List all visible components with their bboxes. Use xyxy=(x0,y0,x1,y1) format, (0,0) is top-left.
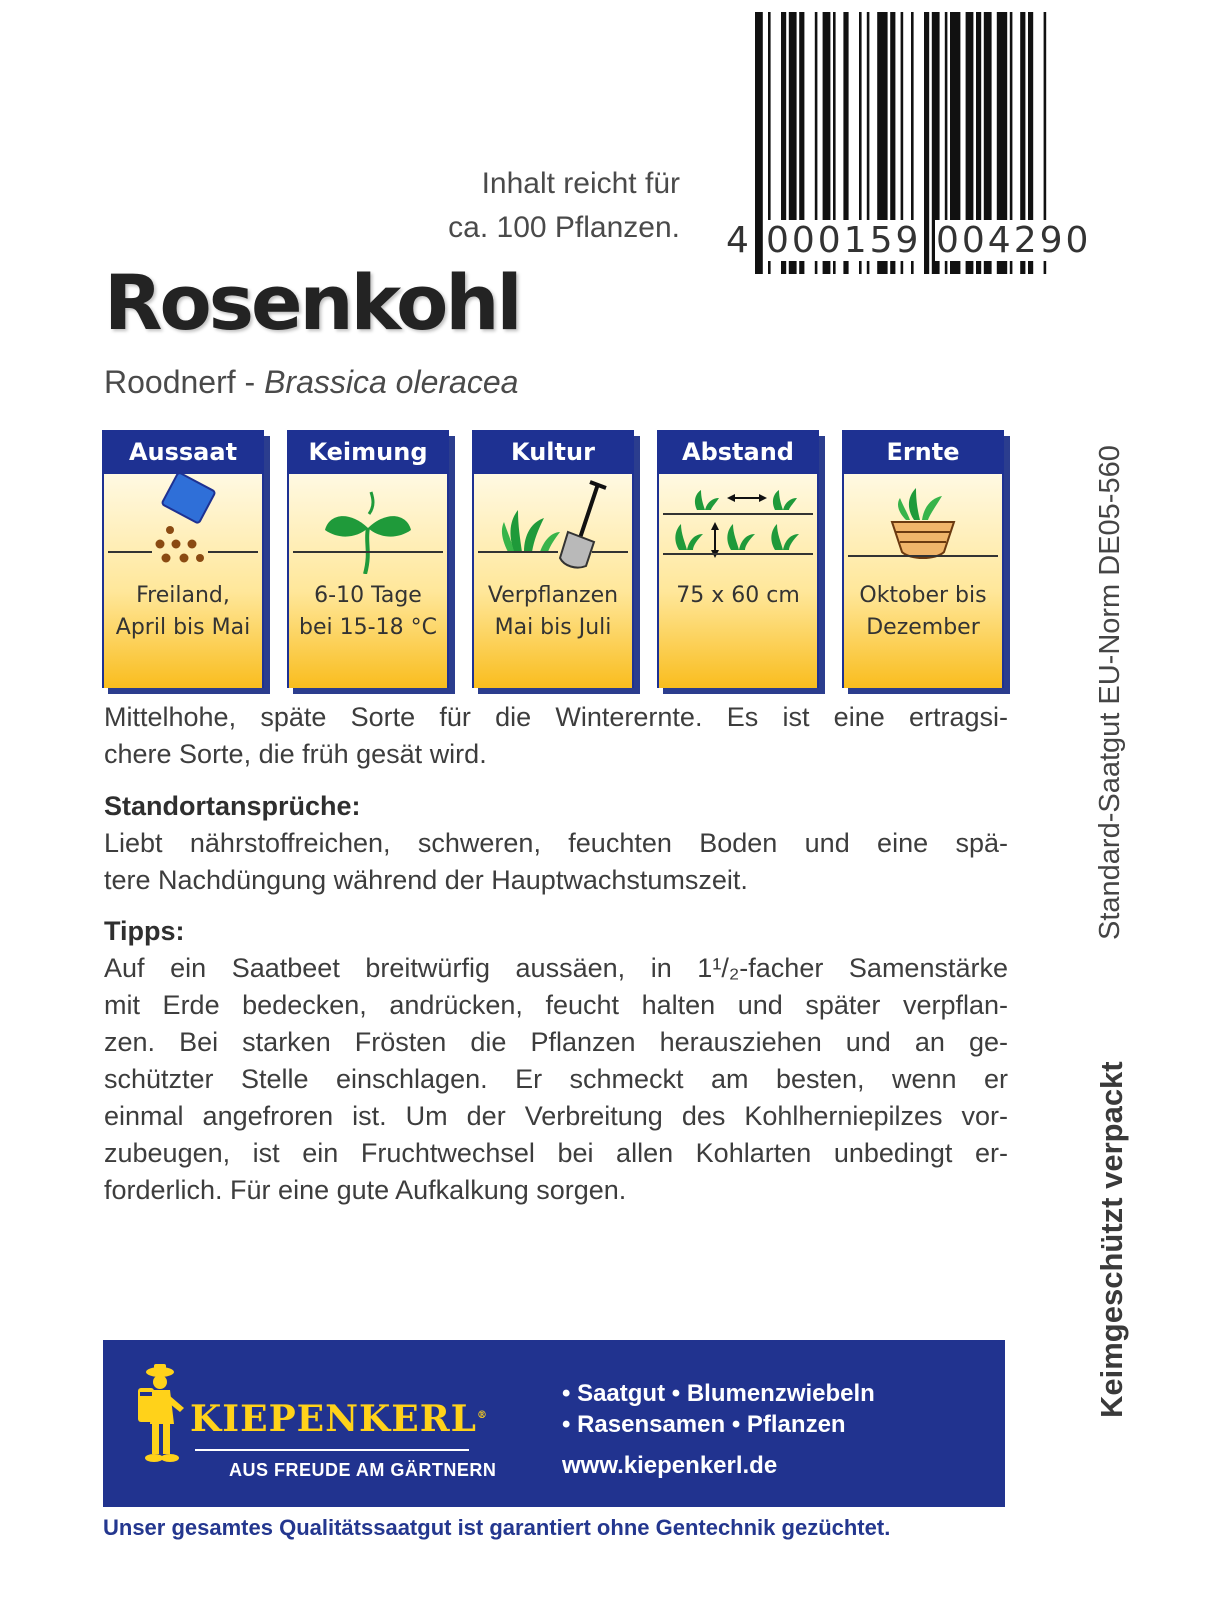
tipps-section xyxy=(104,913,1008,1209)
info-box-line: 6-10 Tage xyxy=(314,583,422,608)
info-box-heading: Ernte xyxy=(842,430,1004,474)
content-note-line: ca. 100 Pflanzen. xyxy=(448,211,680,244)
text-line: chere Sorte, die früh gesät wird. xyxy=(104,739,487,769)
info-box-line: Freiland, xyxy=(136,583,230,608)
info-box-abstand xyxy=(657,430,819,688)
info-box-line: Dezember xyxy=(866,615,980,640)
barcode-group-right: 004290 xyxy=(936,220,1092,261)
registered-mark: ® xyxy=(476,1410,488,1421)
text-line: einmal angefroren ist. Um der Verbreitung des Kohlherniepilzes vor- xyxy=(104,1101,1008,1131)
product-line: • Rasensamen • Pflanzen xyxy=(562,1411,846,1438)
info-box-heading: Keimung xyxy=(287,430,449,474)
text-line: Mittelhohe, späte Sorte für die Winterernte. Es ist eine ertragsi- xyxy=(104,702,1008,732)
info-box-aussaat xyxy=(102,430,264,688)
info-box-line: Mai bis Juli xyxy=(494,615,612,640)
spacing-icon xyxy=(659,474,817,574)
kiepenkerl-figure-icon xyxy=(130,1362,190,1466)
text-line: tere Nachdüngung während der Hauptwachstumszeit. xyxy=(104,865,748,895)
info-box-line: 75 x 60 cm xyxy=(676,583,800,608)
text-line: schützter Stelle einschlagen. Er schmeckt am besten, wenn er xyxy=(104,1064,1008,1094)
text-line: zen. Bei starken Frösten die Pflanzen herausziehen und an ge- xyxy=(104,1027,1008,1057)
brand-products xyxy=(562,1378,875,1440)
text-line: Auf ein Saatbeet breitwürfig aussäen, in 1¹/₂-facher Samenstärke xyxy=(104,953,1008,983)
harvest-basket-icon xyxy=(844,474,1002,574)
gmo-free-guarantee: Unser gesamtes Qualitätssaatgut ist garantiert ohne Gentechnik gezüchtet. xyxy=(103,1515,891,1540)
brand-name-text: KIEPENKERL xyxy=(190,1398,477,1440)
local-name: Roodnerf xyxy=(104,364,236,400)
intro-text xyxy=(104,699,1008,773)
product-line: • Saatgut • Blumenzwiebeln xyxy=(562,1380,875,1407)
section-heading: Standortansprüche: xyxy=(104,791,361,821)
info-box-ernte xyxy=(842,430,1004,688)
text-line: Liebt nährstoffreichen, schweren, feuchten Boden und eine spä- xyxy=(104,828,1008,858)
info-box-line: Verpflanzen xyxy=(487,583,619,608)
text-line: forderlich. Für eine gute Aufkalkung sorgen. xyxy=(104,1175,627,1205)
name-separator: - xyxy=(235,364,265,400)
seedling-icon xyxy=(289,474,447,574)
text-line: mit Erde bedecken, andrücken, feucht halten und später verpflan- xyxy=(104,990,1008,1020)
brand-divider xyxy=(195,1449,469,1451)
barcode-group-left: 000159 xyxy=(766,220,922,261)
info-box-heading: Abstand xyxy=(657,430,819,474)
info-box-keimung xyxy=(287,430,449,688)
spade-plant-icon xyxy=(474,474,632,574)
seed-standard-label: Standard-Saatgut EU-Norm DE05-560 xyxy=(1094,445,1126,940)
info-box-kultur xyxy=(472,430,634,688)
info-box-heading: Aussaat xyxy=(102,430,264,474)
section-heading: Tipps: xyxy=(104,916,185,946)
product-subtitle xyxy=(104,364,518,401)
content-note xyxy=(380,162,680,250)
brand-slogan: AUS FREUDE AM GÄRTNERN xyxy=(229,1460,497,1480)
seed-packet-icon xyxy=(104,474,262,574)
info-box-line: April bis Mai xyxy=(115,615,251,640)
info-box-heading: Kultur xyxy=(472,430,634,474)
latin-name: Brassica oleracea xyxy=(264,364,519,400)
info-box-line: bei 15-18 °C xyxy=(299,615,437,640)
barcode-digits xyxy=(725,220,1145,268)
barcode-first-digit: 4 xyxy=(726,220,752,261)
packaging-label: Keimgeschützt verpackt xyxy=(1094,1061,1129,1418)
brand-website-link[interactable]: www.kiepenkerl.de xyxy=(562,1452,778,1479)
product-title: Rosenkohl xyxy=(104,258,520,347)
content-note-line: Inhalt reicht für xyxy=(481,167,680,200)
standort-section xyxy=(104,788,1008,899)
brand-name xyxy=(190,1398,488,1440)
info-box-line: Oktober bis xyxy=(859,583,987,608)
text-line: zubeugen, ist ein Fruchtwechsel bei allen Kohlarten unbedingt er- xyxy=(104,1138,1008,1168)
